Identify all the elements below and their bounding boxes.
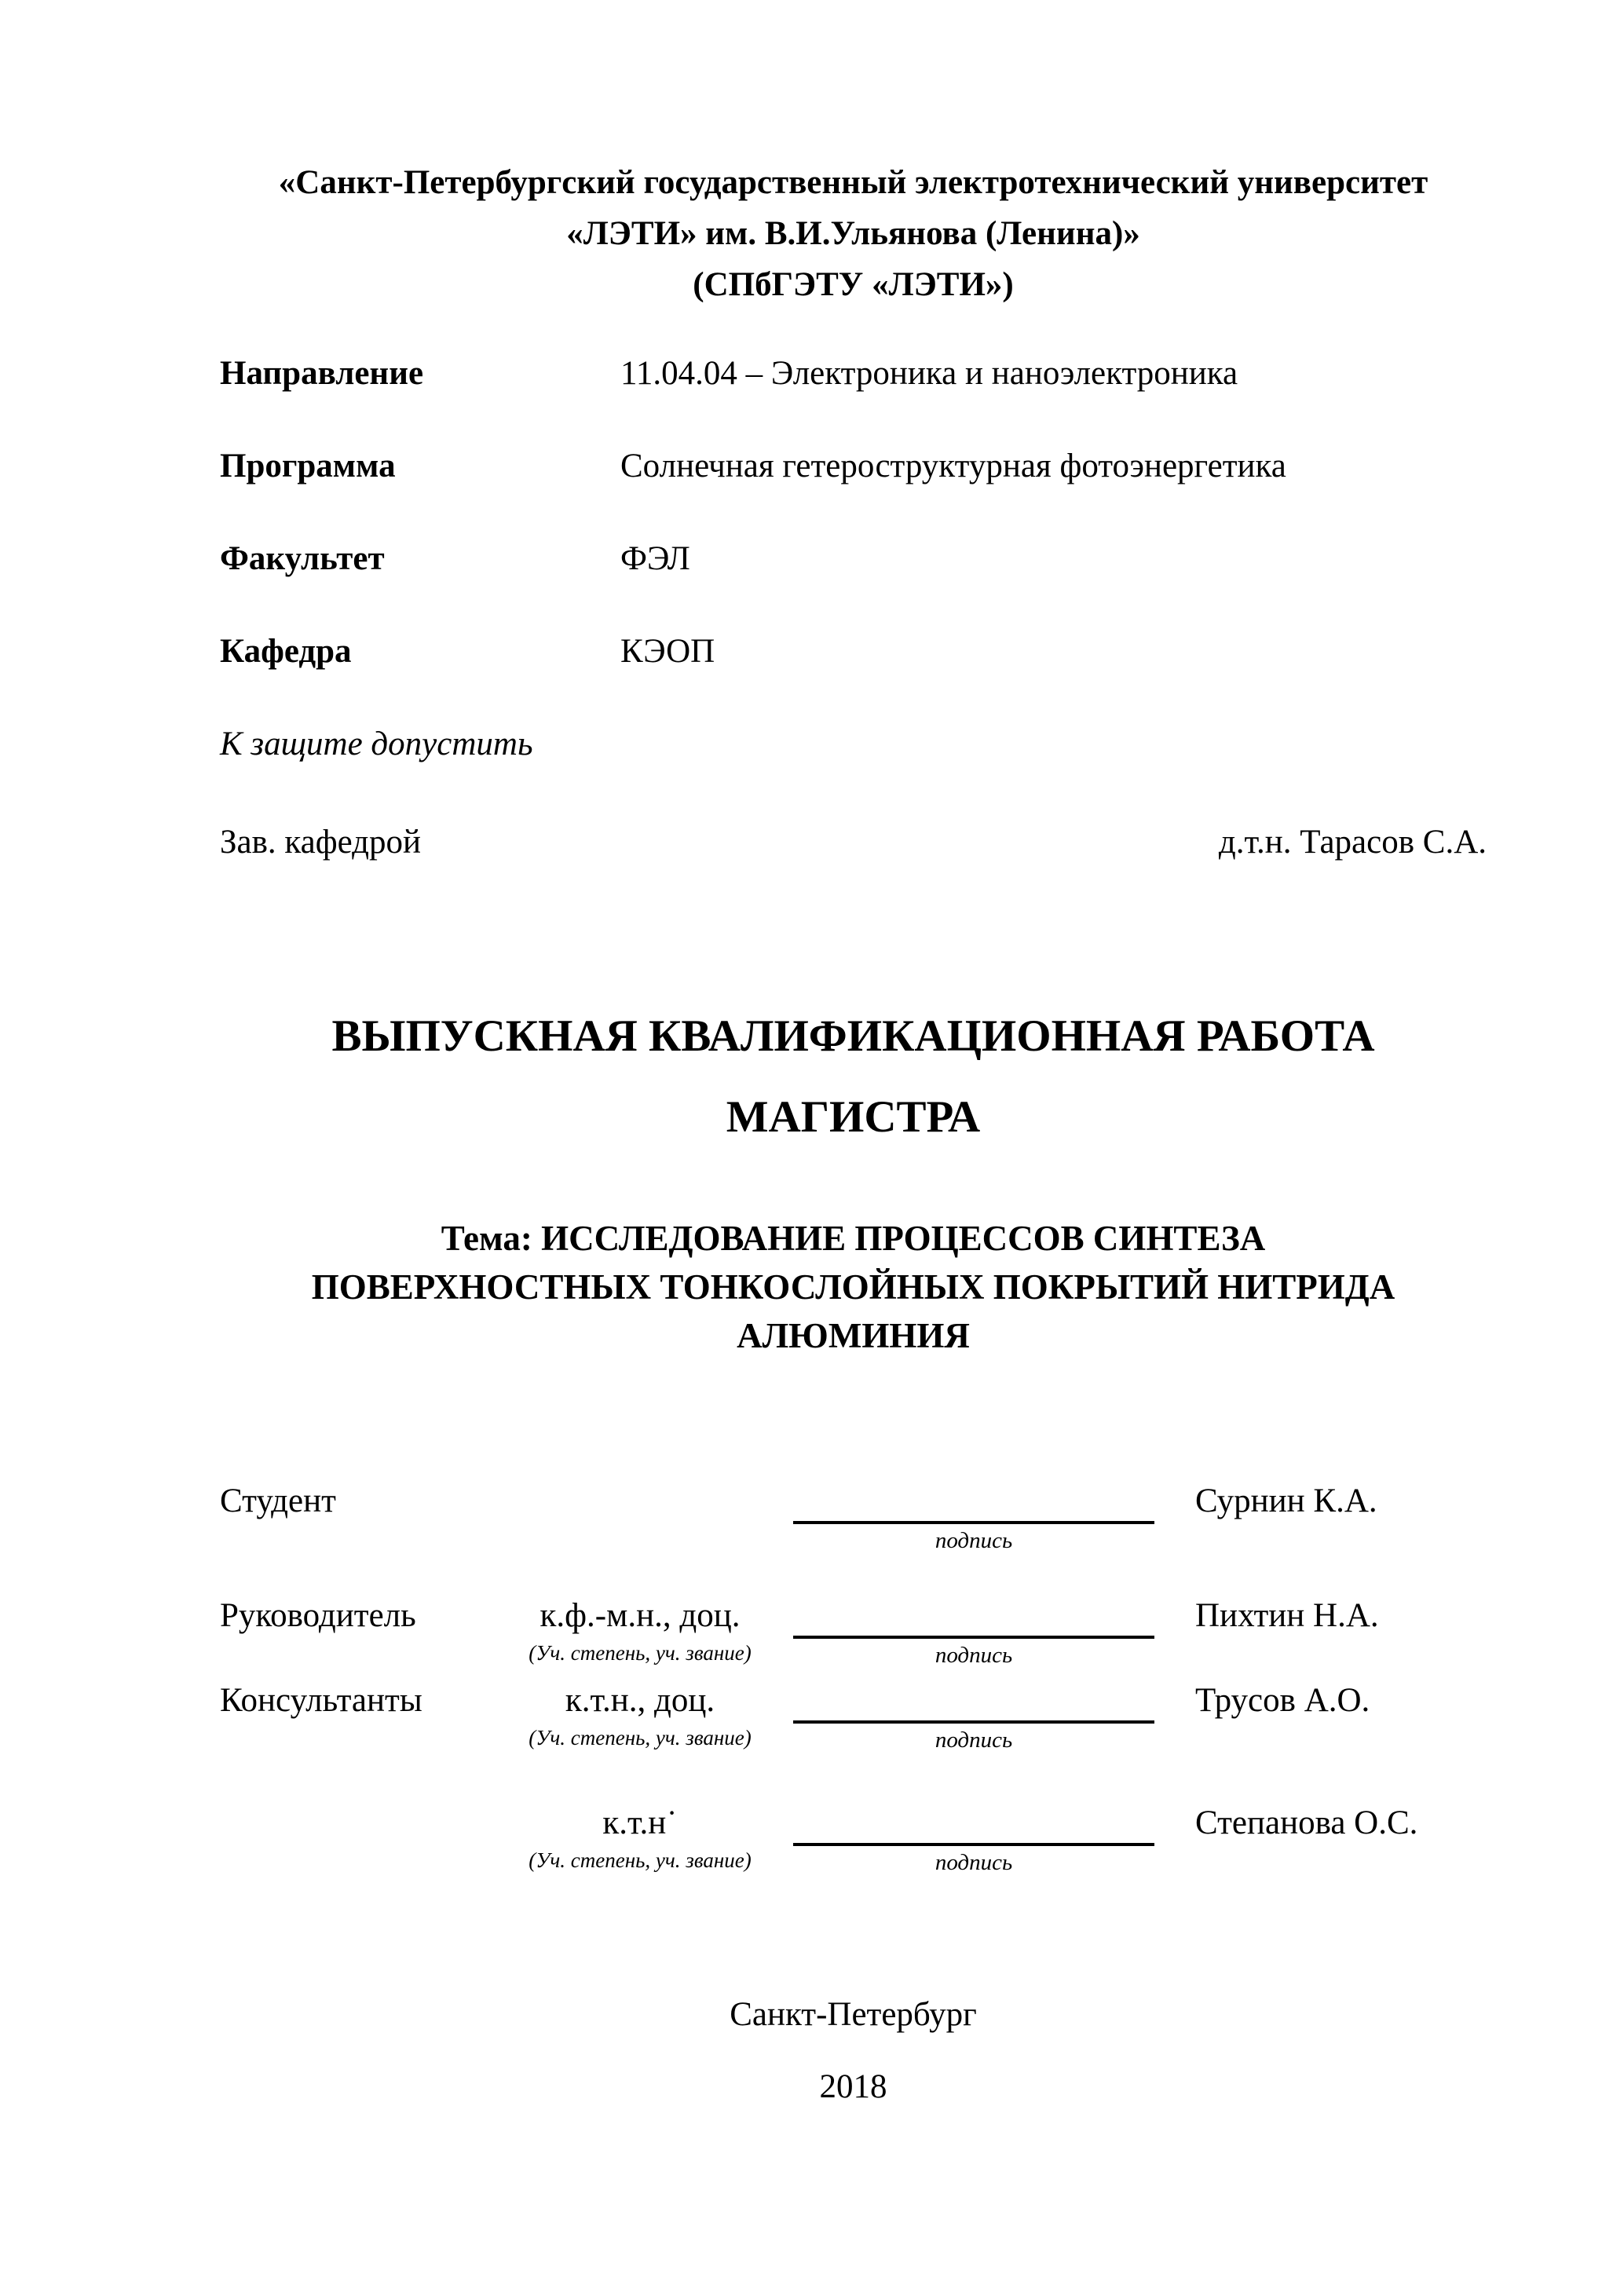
university-header-line1: «Санкт-Петербургский государственный электротехнический университет [278, 164, 1428, 201]
signature-line [793, 1521, 1154, 1524]
head-of-department-row [220, 823, 1487, 862]
signature-degree [487, 1681, 793, 1750]
field-value-department: КЭОП [620, 633, 715, 670]
head-of-department-label: Зав. кафедрой [220, 824, 422, 861]
signature-row-supervisor [220, 1596, 1487, 1670]
signature-name: Степанова О.С. [1195, 1804, 1418, 1841]
field-label-direction: Направление [220, 355, 424, 392]
signature-caption: подпись [935, 1850, 1013, 1875]
signature-field [793, 1596, 1154, 1670]
field-value-direction: 11.04.04 – Электроника и наноэлектроника [620, 355, 1238, 392]
degree-note: (Уч. степень, уч. звание) [529, 1641, 752, 1665]
admission-note: К защите допустить [220, 726, 533, 762]
field-value-faculty: ФЭЛ [620, 540, 690, 577]
signature-role: Студент [220, 1483, 336, 1519]
signature-field [793, 1804, 1154, 1877]
signature-line [793, 1720, 1154, 1724]
footer-year: 2018 [819, 2068, 887, 2105]
signature-name: Пихтин Н.А. [1195, 1597, 1379, 1634]
signature-degree [487, 1804, 793, 1873]
field-list [220, 354, 1487, 671]
degree-note: (Уч. степень, уч. звание) [529, 1848, 752, 1872]
signature-row-student [220, 1482, 1487, 1556]
degree-text: к.т.н˙ [602, 1804, 678, 1841]
field-label-department: Кафедра [220, 633, 352, 670]
thesis-topic-line3: АЛЮМИНИЯ [737, 1316, 970, 1355]
university-header-line3: (СПбГЭТУ «ЛЭТИ») [693, 266, 1014, 303]
signature-caption: подпись [935, 1643, 1013, 1668]
field-row-faculty [220, 539, 1487, 579]
university-header-line2: «ЛЭТИ» им. В.И.Ульянова (Ленина)» [566, 215, 1140, 252]
signature-name: Трусов А.О. [1195, 1682, 1370, 1719]
degree-text: к.ф.-м.н., доц. [540, 1597, 741, 1634]
field-label-program: Программа [220, 448, 396, 484]
main-title [220, 996, 1487, 1157]
university-header [220, 157, 1487, 310]
degree-note: (Уч. степень, уч. звание) [529, 1726, 752, 1749]
signature-role: Консультанты [220, 1682, 422, 1719]
field-row-program [220, 447, 1487, 486]
main-title-line1: ВЫПУСКНАЯ КВАЛИФИКАЦИОННАЯ РАБОТА [331, 1011, 1375, 1061]
field-row-department [220, 632, 1487, 671]
signature-row-consultant-1 [220, 1681, 1487, 1755]
signature-role: Руководитель [220, 1597, 416, 1634]
thesis-topic [220, 1214, 1487, 1360]
field-value-program: Солнечная гетероструктурная фотоэнергетика [620, 448, 1286, 484]
signature-block [220, 1482, 1487, 1877]
thesis-topic-line1: Тема: ИССЛЕДОВАНИЕ ПРОЦЕССОВ СИНТЕЗА [441, 1219, 1266, 1258]
signature-caption: подпись [935, 1727, 1013, 1753]
signature-field [793, 1681, 1154, 1755]
signature-name: Сурнин К.А. [1195, 1483, 1377, 1519]
main-title-line2: МАГИСТРА [726, 1092, 981, 1142]
head-of-department-name: д.т.н. Тарасов С.А. [1218, 824, 1487, 861]
signature-degree [487, 1596, 793, 1665]
signature-field [793, 1482, 1154, 1556]
signature-line [793, 1843, 1154, 1846]
footer-city: Санкт-Петербург [730, 1996, 977, 2033]
thesis-topic-line2: ПОВЕРХНОСТНЫХ ТОНКОСЛОЙНЫХ ПОКРЫТИЙ НИТРИДА [311, 1267, 1395, 1307]
signature-line [793, 1636, 1154, 1639]
signature-caption: подпись [935, 1528, 1013, 1553]
field-row-direction [220, 354, 1487, 393]
degree-text: к.т.н., доц. [565, 1682, 715, 1719]
field-label-faculty: Факультет [220, 540, 385, 577]
signature-row-consultant-2 [220, 1804, 1487, 1877]
footer [220, 1995, 1487, 2107]
